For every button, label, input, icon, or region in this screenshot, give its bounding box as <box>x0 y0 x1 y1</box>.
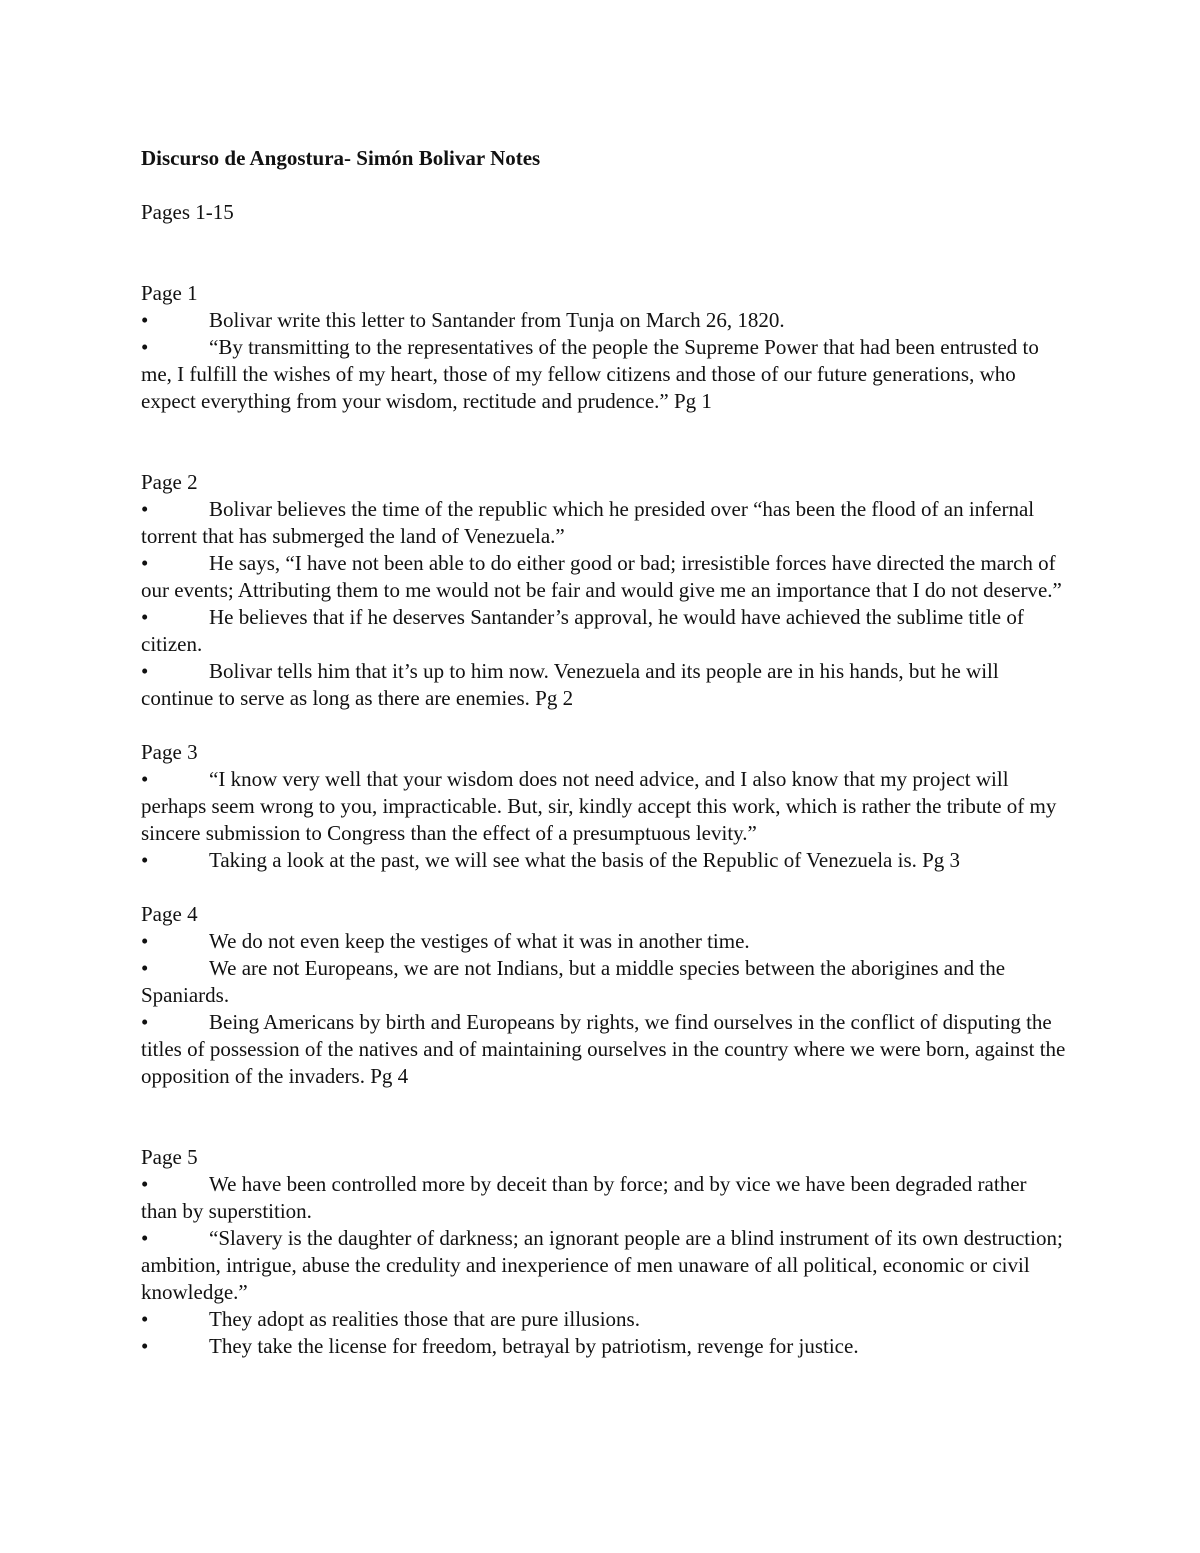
section-page-1 <box>141 280 1066 415</box>
list-item: • He says, “I have not been able to do either good or bad; irresistible forces have directed the march of our events; Attributing them to me would not be fair and would give me an importance that I do not deserve.” <box>141 551 1062 602</box>
bullet-icon: • <box>141 1226 149 1250</box>
bullet-icon: • <box>141 1010 149 1034</box>
list-item: • Taking a look at the past, we will see what the basis of the Republic of Venezuela is. Pg 3 <box>141 848 961 872</box>
section-page-2 <box>141 469 1066 712</box>
bullet-icon: • <box>141 605 149 629</box>
list-item: • We are not Europeans, we are not Indians, but a middle species between the aborigines and the Spaniards. <box>141 956 1006 1007</box>
list-item: • Being Americans by birth and Europeans by rights, we find ourselves in the conflict of disputing the titles of possession of the natives and of maintaining ourselves in the country where we were born, against the opposition of the invaders. Pg 4 <box>141 1010 1066 1088</box>
bullet-icon: • <box>141 659 149 683</box>
bullet-icon: • <box>141 848 149 872</box>
document-title: Discurso de Angostura- Simón Bolivar Notes <box>141 146 541 170</box>
list-item: • “I know very well that your wisdom does not need advice, and I also know that my project will perhaps seem wrong to you, impracticable. But, sir, kindly accept this work, which is rather the tribute of my sincere submission to Congress than the effect of a presumptuous levity.” <box>141 767 1057 845</box>
list-item: • They adopt as realities those that are pure illusions. <box>141 1307 640 1331</box>
pages-range: Pages 1-15 <box>141 200 234 224</box>
list-item: • We have been controlled more by deceit than by force; and by vice we have been degraded rather than by superstition. <box>141 1172 1027 1223</box>
bullet-icon: • <box>141 308 149 332</box>
list-item: • “Slavery is the daughter of darkness; an ignorant people are a blind instrument of its own destruction; ambition, intrigue, abuse the credulity and inexperience of men unaware of all political, economic or civil knowledge.” <box>141 1226 1063 1304</box>
bullet-icon: • <box>141 767 149 791</box>
section-heading: Page 2 <box>141 470 198 494</box>
bullet-icon: • <box>141 335 149 359</box>
bullet-icon: • <box>141 1334 149 1358</box>
list-item: • Bolivar believes the time of the republic which he presided over “has been the flood of an infernal torrent that has submerged the land of Venezuela.” <box>141 497 1035 548</box>
list-item: • We do not even keep the vestiges of what it was in another time. <box>141 929 750 953</box>
section-page-4 <box>141 901 1066 1090</box>
list-item: • They take the license for freedom, betrayal by patriotism, revenge for justice. <box>141 1334 859 1358</box>
section-heading: Page 1 <box>141 281 198 305</box>
list-item: • He believes that if he deserves Santander’s approval, he would have achieved the sublime title of citizen. <box>141 605 1024 656</box>
section-heading: Page 5 <box>141 1145 198 1169</box>
list-item: • “By transmitting to the representatives of the people the Supreme Power that had been entrusted to me, I fulfill the wishes of my heart, those of my fellow citizens and those of our future generations, who expect everything from your wisdom, rectitude and prudence.” Pg 1 <box>141 335 1039 413</box>
bullet-icon: • <box>141 1307 149 1331</box>
document-page <box>141 140 1066 1360</box>
bullet-icon: • <box>141 1172 149 1196</box>
bullet-icon: • <box>141 929 149 953</box>
bullet-icon: • <box>141 551 149 575</box>
section-page-3 <box>141 739 1066 874</box>
section-heading: Page 4 <box>141 902 198 926</box>
list-item: • Bolivar write this letter to Santander from Tunja on March 26, 1820. <box>141 308 785 332</box>
bullet-icon: • <box>141 956 149 980</box>
section-page-5 <box>141 1144 1066 1360</box>
list-item: • Bolivar tells him that it’s up to him now. Venezuela and its people are in his hands, but he will continue to serve as long as there are enemies. Pg 2 <box>141 659 999 710</box>
bullet-icon: • <box>141 497 149 521</box>
section-heading: Page 3 <box>141 740 198 764</box>
